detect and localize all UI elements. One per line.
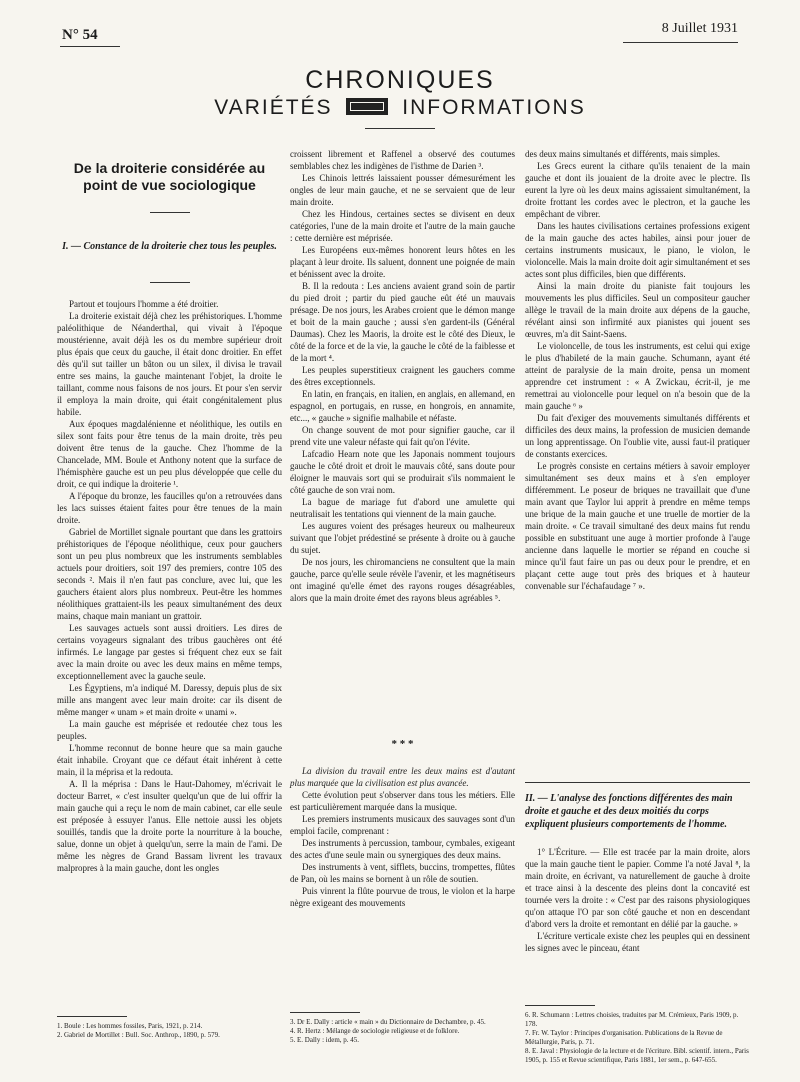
paragraph: La main gauche est méprisée et redoutée chez tous les peuples.: [57, 719, 282, 741]
paragraph: Gabriel de Mortillet signale pourtant que dans les grattoirs préhistoriques de l'époque néolithique, ceux pour gauchers sont un peu plus nombreux que les instruments semblables actuels pour droitiers, soit 197 des premiers, contre 105 des seconds ². Mais il n'en faut pas conclure, avec lui, que les gauchers étaient alors plus nombreux. Peut-être les hommes néolithiques grattaient-ils les peaux simultanément des deux mains, chaque main maniant un grattoir.: [57, 527, 282, 621]
paragraph: Les Européens eux-mêmes honorent leurs hôtes en les plaçant à leur droite. Ils saluent, donnent une poignée de main et bénissent avec la droite.: [290, 245, 515, 279]
footnote: 5. E. Dally : idem, p. 45.: [290, 1036, 360, 1044]
footnote-rule-3: [525, 1005, 595, 1006]
paragraph: De nos jours, les chiromanciens ne consultent que la main gauche, parce qu'elle seule révèle l'avenir, et les magnétiseurs ont imaginé qu'elle émet des rayons rouges désagréables, alors que la main droite émet des rayons bleus agréables ⁵.: [290, 557, 515, 603]
paragraph: Les sauvages actuels sont aussi droitiers. Les dires de certains voyageurs signalant des tribus gauchères ont été infirmés. Le langage par gestes si fréquent chez eux se fait avec la main droite ou avec les deux mains en même temps, exceptionnellement avec la gauche seule.: [57, 623, 282, 681]
paragraph: Des instruments à percussion, tambour, cymbales, exigeant des actes d'une seule main ou synergiques des deux mains.: [290, 838, 515, 860]
footnotes-col3: [525, 1011, 750, 1065]
title-rule: [150, 212, 190, 213]
paragraph: Les Grecs eurent la cithare qu'ils tenaient de la main gauche et dont ils jouaient de la droite avec le plectre. Ils eurent la lyre où les deux mains agissaient simultanément, la droite frottant les cordes avec le plectron, et la gauche les empêchant de vibrer.: [525, 161, 750, 219]
article-title: De la droiterie considérée au point de vue sociologique: [73, 160, 266, 193]
paragraph: des deux mains simultanés et différents, mais simples.: [525, 149, 721, 159]
paragraph: A. Il la méprisa : Dans le Haut-Dahomey, m'écrivait le docteur Barret, « c'est insulter quelqu'un que de lui offrir la main gauche qui a reçu le nom de main cabinet, car elle seule est préposée à essuyer l'anus. Elle nettoie aussi les objets souillés, tandis que la droite porte la nourriture à la bouche, salue, donne un objet à quelqu'un, serre la main de l'ami. De même les nègres de Grand Bassam livrent les travaux malpropres à la main gauche, dont les ongles: [57, 779, 282, 873]
section2-rule: [525, 782, 750, 783]
footnote: 2. Gabriel de Mortillet : Bull. Soc. Anthrop., 1890, p. 579.: [57, 1031, 220, 1039]
section-rule: [150, 282, 190, 283]
paragraph: Des instruments à vent, sifflets, buccins, trompettes, flûtes de Pan, où les mains se bornent à un rôle de soutien.: [290, 862, 515, 884]
paragraph: La bague de mariage fut d'abord une amulette qui neutralisait les tentations qui viennent de la main gauche.: [290, 497, 515, 519]
column-2-continued: [290, 765, 515, 909]
paragraph: Le violoncelle, de tous les instruments, est celui qui exige le plus d'habileté de la main gauche. Schumann, ayant été atteint de paralysie de la main droite, pensa un moment apprendre cet instrument : « A Zwickau, écrit-il, je me remettrai au violoncelle pour lequel on n'a besoin que de la main gauche ⁶ »: [525, 341, 750, 411]
footnote-rule-1: [57, 1016, 127, 1017]
section-heading-2: II. — L'analyse des fonctions différentes des main droite et gauche et des deux moitiés du corps expliquent plusieurs comportements de l'homme.: [525, 793, 733, 830]
column-3-continued: [525, 846, 750, 954]
masthead-rule: [365, 128, 435, 129]
paragraph: 1° L'Écriture. — Elle est tracée par la main droite, alors que la main gauche tient le papier. Comme l'a noté Javal ⁸, la main droite, en écrivant, va naturellement de gauche à droite et trace ainsi à la descente des pleins dont la concavité est tournée vers la droite : « C'est par des raisons physiologiques qu'on attaque l'O par son côté gauche et non en descendant d'abord vers la droite et remontant en délié par la gauche. »: [525, 847, 750, 929]
masthead-logo-icon: [346, 98, 388, 115]
paragraph: L'écriture verticale existe chez les peuples qui en dessinent les signes avec le pinceau, étant: [525, 931, 750, 953]
issue-date: 8 Juillet 1931: [661, 21, 738, 36]
paragraph: Les Égyptiens, m'a indiqué M. Daressy, depuis plus de six mille ans mangent avec leur main droite: car ils disent de même manger « unam » et main droite « unami ».: [57, 683, 282, 717]
paragraph: Les augures voient des présages heureux ou malheureux suivant que l'objet prédestiné se présente à droite ou à gauche du sujet.: [290, 521, 515, 555]
issue-number: N° 54: [62, 27, 98, 43]
paragraph: B. Il la redouta : Les anciens avaient grand soin de partir du pied droit ; partir du pied gauche eût été un mauvais présage. De nos jours, les Arabes croient que le démon mange et boit de la main gauche ; aussi s'en gardent-ils (Général Daumas). Chez les Maoris, la droite est le côté des Dieux, le côté de la force et de la vie, la gauche le côté de la faiblesse et de la mort ⁴.: [290, 281, 515, 363]
footnote: 3. Dr E. Dally : article « main » du Dictionnaire de Dechambre, p. 45.: [290, 1018, 486, 1026]
paragraph: Dans les hautes civilisations certaines professions exigent de la main gauche des actes habiles, ainsi pour jouer de certains instruments musicaux, le piano, le violon, le violoncelle. Mais la main droite doit agir simultanément et ses actes sont plus difficiles, bien que différents.: [525, 221, 750, 279]
paragraph: croissent librement et Raffenel a observé des coutumes semblables chez les indigènes de l'isthme de Darien ³.: [290, 149, 515, 171]
paragraph: La division du travail entre les deux mains est d'autant plus marquée que la civilisation est plus avancée.: [290, 766, 515, 788]
date-rule: [623, 42, 738, 43]
section-heading-1: I. — Constance de la droiterie chez tous les peuples.: [62, 241, 277, 252]
footnote: 4. R. Hertz : Mélange de sociologie religieuse et de folklore.: [290, 1027, 460, 1035]
paragraph: Aux époques magdalénienne et néolithique, les outils en silex sont faits pour être tenus de la main droite, très peu doivent être tenus de la gauche. Chez l'homme de la Chancelade, MM. Boule et Anthony notent que la surface de l'hémisphère gauche est un peu plus développée que celle du droit, ce qui indique la droiterie ¹.: [57, 419, 282, 489]
paragraph: Les Chinois lettrés laissaient pousser démesurément les ongles de leur main gauche, et ne se servaient que de leur main droite.: [290, 173, 515, 207]
footnote: 7. Fr. W. Taylor : Principes d'organisation. Publications de la Revue de Métallurgie, Paris, p. 71.: [525, 1029, 723, 1046]
paragraph: Puis vinrent la flûte pourvue de trous, le violon et la harpe nègre exigeant des mouvements: [290, 886, 515, 908]
paragraph: A l'époque du bronze, les faucilles qu'on a retrouvées dans les lacs suisses étaient faites pour être tenues de la main droite.: [57, 491, 282, 525]
footnote: 8. E. Javal : Physiologie de la lecture et de l'écriture. Bibl. scientif. intern., Paris 1905, p. 155 et Revue scientifique, Paris 1881, 1er sem., p. 647-655.: [525, 1047, 749, 1064]
paragraph: Chez les Hindous, certaines sectes se divisent en deux catégories, l'une de la main droite et l'autre de la main gauche : cette dernière est méprisée.: [290, 209, 515, 243]
paragraph: Le progrès consiste en certains métiers à savoir employer simultanément ses deux mains et à s'en employer différemment. Le poseur de briques ne travaillait que d'une main avant que Taylor lui apprit à prendre en même temps une brique de la main gauche et une truelle de mortier de la main droite. « Ce travail simultané des deux mains fut rendu possible en substituant une auge à mortier profonde à l'auge ancienne dans laquelle le mortier se répand en couche si mince qu'il faut faire un pas ou deux pour le prendre, et en plaçant cette auge tout près des briques et à hauteur convenable sur l'échafaudage ⁷ ».: [525, 461, 750, 591]
paragraph: Ainsi la main droite du pianiste fait toujours les mouvements les plus difficiles. Seul un compositeur gaucher allège le travail de la main droite aux dépens de la gauche, révélant ainsi son infirmité aux pianistes qui jouent ses œuvres, m'a dit Saint-Saens.: [525, 281, 750, 339]
masthead-subtitle: [0, 96, 800, 120]
masthead-title: CHRONIQUES: [305, 66, 495, 94]
paragraph: Du fait d'exiger des mouvements simultanés différents et difficiles des deux mains, la profession de musicien demande un long apprentissage. On l'oublie vite, aussi faut-il pratiquer de constants exercices.: [525, 413, 750, 459]
paragraph: Cette évolution peut s'observer dans tous les métiers. Elle est particulièrement marquée dans la musique.: [290, 790, 515, 812]
paragraph: Les premiers instruments musicaux des sauvages sont d'un emploi facile, comprenant :: [290, 814, 515, 836]
column-3: [525, 148, 750, 592]
paragraph: L'homme reconnut de bonne heure que sa main gauche était inhabile. Croyant que ce défaut était inhérent à cette main, il la méprisa et la redouta.: [57, 743, 282, 777]
masthead-left: VARIÉTÉS: [214, 96, 333, 119]
issue-rule: [60, 46, 120, 47]
footnote: 6. R. Schumann : Lettres choisies, traduites par M. Crémieux, Paris 1909, p. 178.: [525, 1011, 739, 1028]
footnotes-col2: [290, 1018, 515, 1045]
paragraph: En latin, en français, en italien, en anglais, en allemand, en espagnol, en portugais, en russe, en hongrois, en annamite, etc..., « gauche » signifie malhabile et néfaste.: [290, 389, 515, 423]
paragraph: Les peuples superstitieux craignent les gauchers comme des êtres exceptionnels.: [290, 365, 515, 387]
footnotes-col1: [57, 1022, 282, 1040]
paragraph: Partout et toujours l'homme a été droitier.: [69, 299, 219, 309]
paragraph: La droiterie existait déjà chez les préhistoriques. L'homme paléolithique de Néanderthal, qui vivait à l'époque moustérienne, avait déjà les os du membre supérieur droit plus épais que ceux du gauche, il était donc droitier. En effet dès qu'il sut tailler un bâton ou un silex, il divisa le travail entre ses mains, la gauche maintenant l'objet, la droite le taillant, comme nous faisons de nos jours. Et pour s'en servir il employa la main droite, qui était congénitalement plus habile.: [57, 311, 282, 417]
paragraph: Lafcadio Hearn note que les Japonais nomment toujours gauche le côté droit et droit le mauvais côté, sans doute pour éloigner le mauvais sort qui se produirait s'ils nommaient le côté gauche de son vrai nom.: [290, 449, 515, 495]
paragraph: On change souvent de mot pour signifier gauche, car il prend vite une valeur néfaste qui fait qu'on l'évite.: [290, 425, 515, 447]
column-2: [290, 148, 515, 604]
masthead-right: INFORMATIONS: [402, 96, 586, 119]
column-1: [57, 298, 282, 874]
section-stars: * * *: [391, 738, 414, 750]
footnote-rule-2: [290, 1012, 360, 1013]
footnote: 1. Boule : Les hommes fossiles, Paris, 1921, p. 214.: [57, 1022, 203, 1030]
